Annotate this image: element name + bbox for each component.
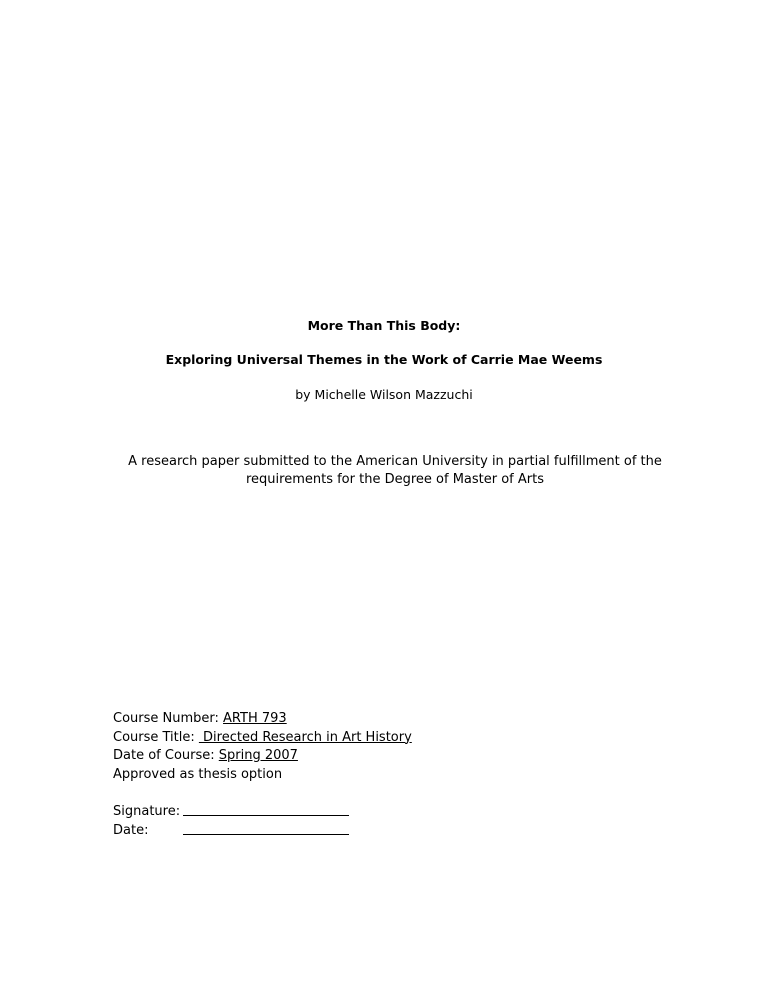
signature-label: Signature:: [113, 804, 181, 819]
course-number-label: Course Number:: [113, 711, 224, 726]
course-title-value: Directed Research in Art History: [198, 729, 412, 745]
signature-row: [113, 802, 412, 821]
course-date-value: Spring 2007: [218, 748, 298, 763]
paper-subtitle: Exploring Universal Themes in the Work of Carrie Mae Weems: [165, 352, 603, 367]
course-date-label: Date of Course:: [113, 748, 219, 763]
course-date-row: [113, 747, 412, 766]
course-info: [113, 710, 412, 839]
course-number-row: [113, 710, 412, 729]
course-title-label: Course Title:: [113, 729, 199, 745]
section-spacer: [113, 784, 412, 802]
approval-note: Approved as thesis option: [113, 766, 283, 782]
signature-blank: [183, 803, 349, 816]
submission-statement: [100, 453, 690, 489]
date-row: [113, 821, 412, 840]
author-line: by Michelle Wilson Mazzuchi: [295, 387, 473, 402]
date-label: Date:: [113, 822, 149, 838]
submission-line-1: A research paper submitted to the American University in partial fulfillment of the: [128, 454, 662, 469]
paper-title: More Than This Body:: [307, 318, 461, 333]
course-number-value: ARTH 793: [223, 711, 287, 726]
date-blank: [183, 822, 349, 835]
submission-line-2: requirements for the Degree of Master of Arts: [245, 472, 544, 487]
course-title-row: [113, 729, 412, 748]
